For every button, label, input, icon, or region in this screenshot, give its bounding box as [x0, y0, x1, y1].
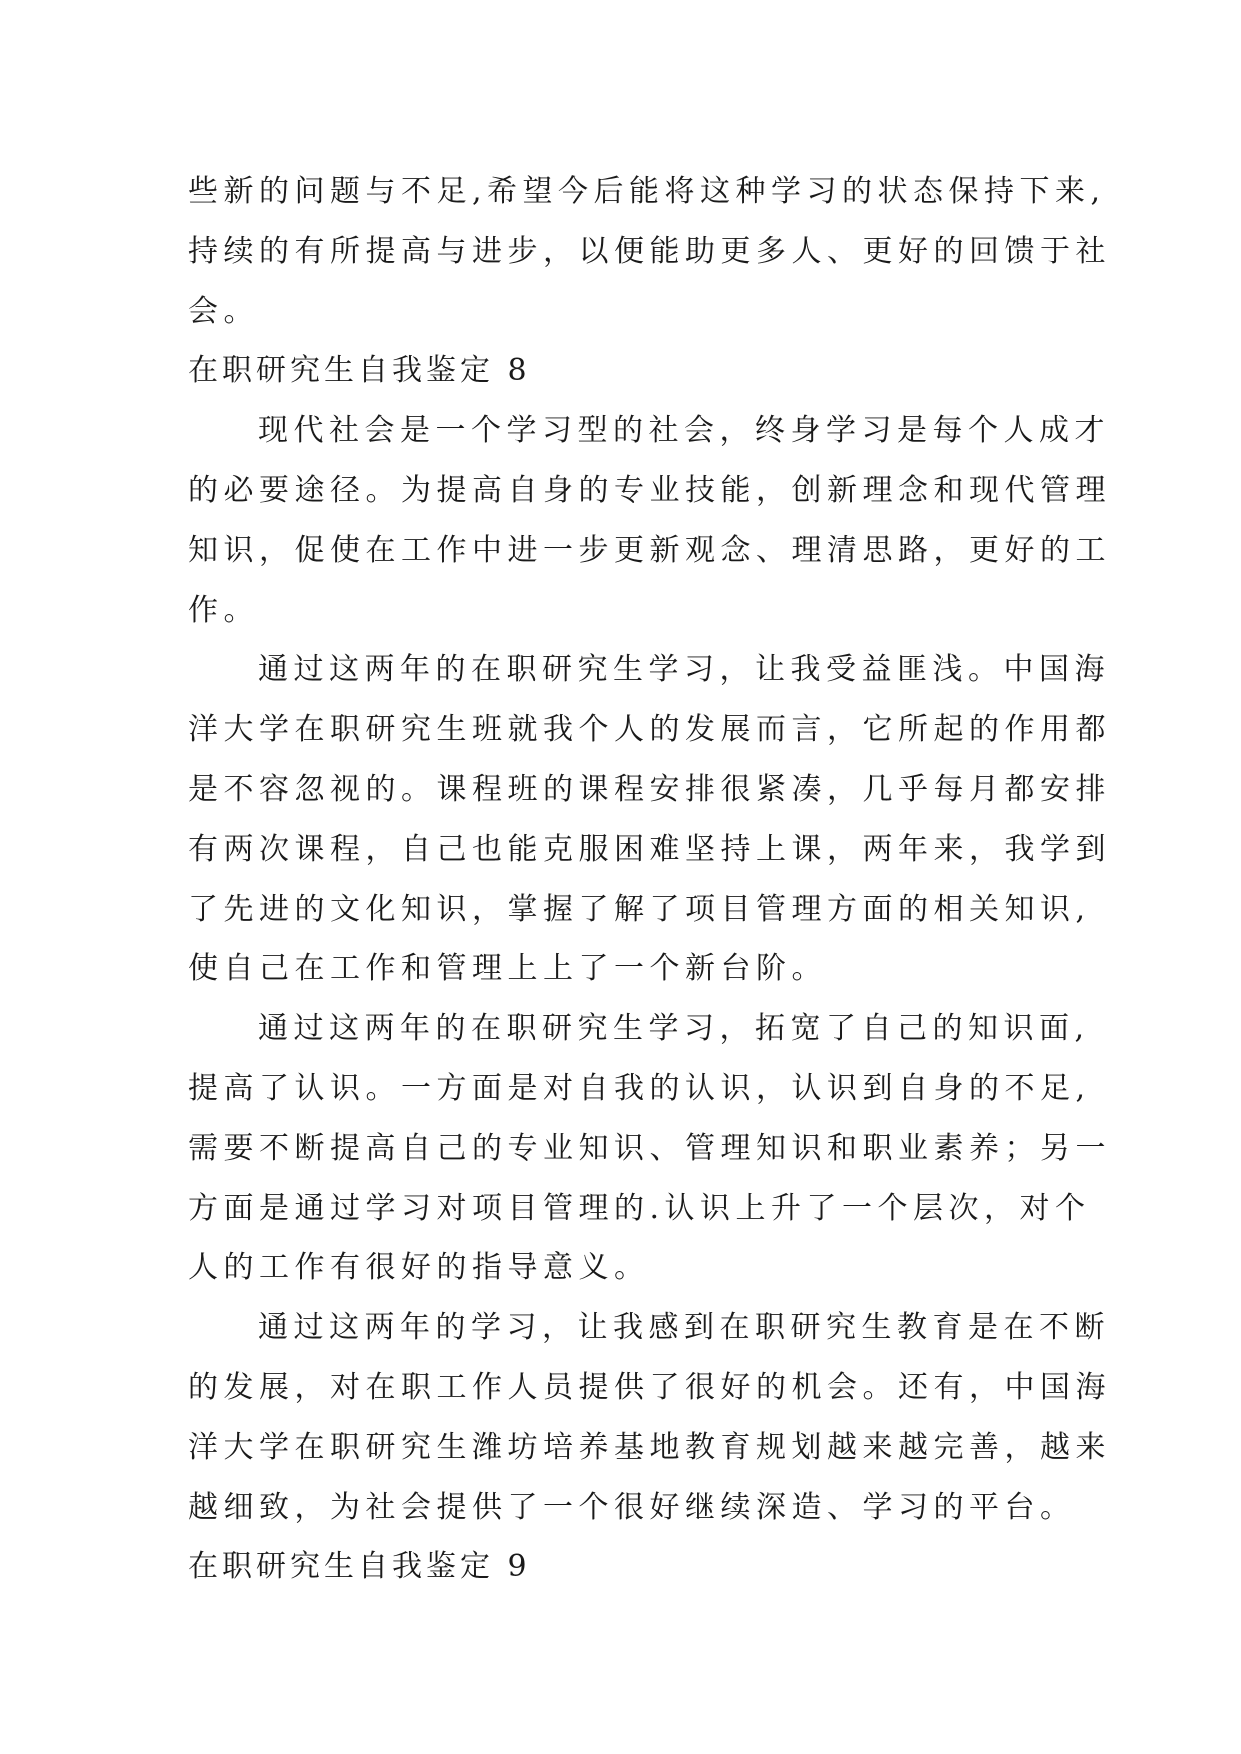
paragraph-first-line: 通过这两年的学习，让我感到在职研究生教育是在不断: [258, 1310, 1110, 1346]
text-line: 越细致，为社会提供了一个很好继续深造、学习的平台。: [188, 1489, 1076, 1525]
text-line: 持续的有所提高与进步，以便能助更多人、更好的回馈于社: [188, 233, 1111, 269]
section-heading: 在职研究生自我鉴定 9: [188, 1549, 531, 1585]
text-line: 提高了认识。一方面是对自我的认识，认识到自身的不足,: [188, 1070, 1091, 1106]
paragraph-first-line: 通过这两年的在职研究生学习，拓宽了自己的知识面,: [258, 1011, 1090, 1047]
text-line: 需要不断提高自己的专业知识、管理知识和职业素养；另一: [188, 1130, 1111, 1166]
document-body: [188, 162, 1111, 1597]
text-line: 了先进的文化知识，掌握了解了项目管理方面的相关知识,: [188, 891, 1091, 927]
text-line: 方面是通过学习对项目管理的.认识上升了一个层次，对个: [188, 1190, 1091, 1226]
paragraph-first-line: 现代社会是一个学习型的社会，终身学习是每个人成才: [258, 413, 1110, 449]
text-line: 洋大学在职研究生潍坊培养基地教育规划越来越完善，越来: [188, 1429, 1111, 1465]
text-line: 使自己在工作和管理上上了一个新台阶。: [188, 951, 827, 987]
text-line: 的发展，对在职工作人员提供了很好的机会。还有，中国海: [188, 1369, 1111, 1405]
text-line: 洋大学在职研究生班就我个人的发展而言，它所起的作用都: [188, 712, 1111, 748]
text-line: 知识，促使在工作中进一步更新观念、理清思路，更好的工: [188, 532, 1111, 568]
text-line: 作。: [188, 592, 259, 628]
text-line: 有两次课程，自己也能克服困难坚持上课，两年来，我学到: [188, 831, 1111, 867]
paragraph-first-line: 通过这两年的在职研究生学习，让我受益匪浅。中国海: [258, 652, 1110, 688]
section-heading: 在职研究生自我鉴定 8: [188, 353, 531, 389]
text-line: 些新的问题与不足,希望今后能将这种学习的状态保持下来,: [188, 174, 1106, 209]
text-line: 人的工作有很好的指导意义。: [188, 1250, 650, 1286]
text-line: 的必要途径。为提高自身的专业技能，创新理念和现代管理: [188, 472, 1111, 508]
text-line: 是不容忽视的。课程班的课程安排很紧凑，几乎每月都安排: [188, 771, 1111, 807]
text-line: 会。: [188, 293, 259, 329]
